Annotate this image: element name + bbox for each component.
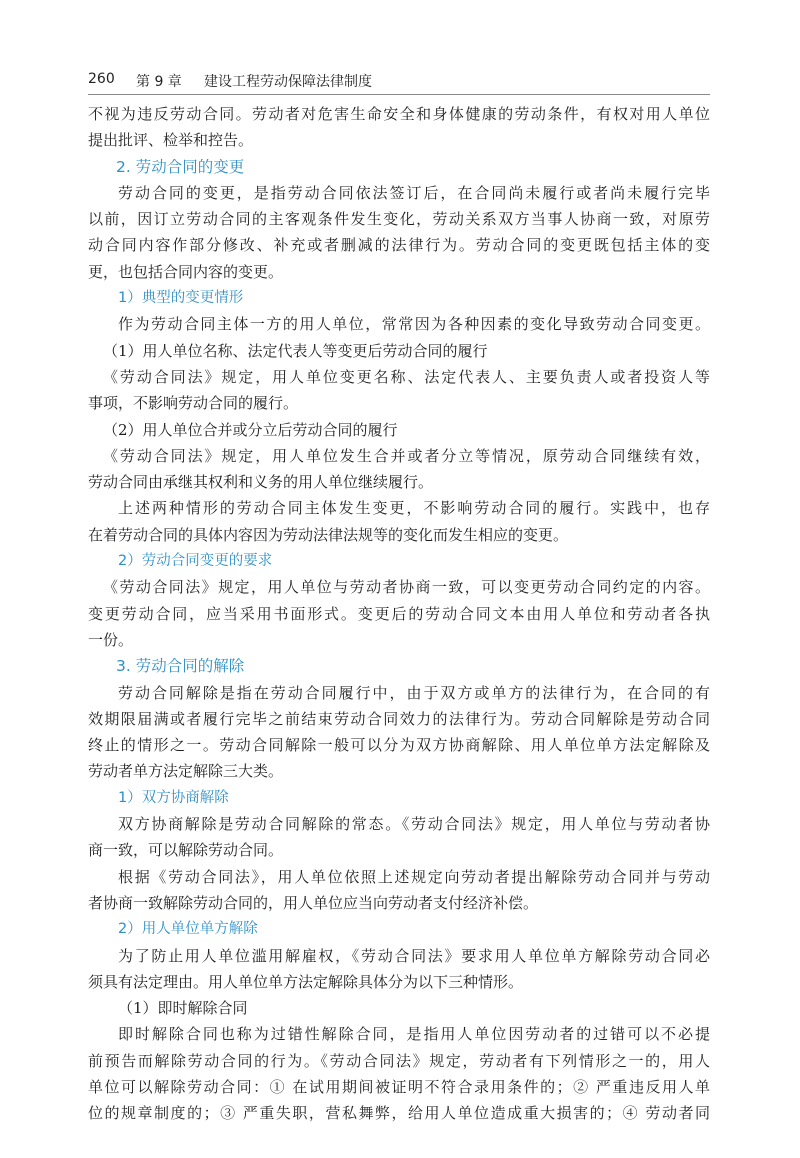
paragraph-line: 事项，不影响劳动合同的履行。 bbox=[88, 394, 299, 413]
paragraph-line: 作为劳动合同主体一方的用人单位，常常因为各种因素的变化导致劳动合同变更。 bbox=[118, 315, 710, 334]
page-number: 260 bbox=[88, 71, 115, 87]
paragraph-line: 不视为违反劳动合同。劳动者对危害生命安全和身体健康的劳动条件，有权对用人单位 bbox=[88, 105, 710, 123]
paragraph-line: 一份。 bbox=[88, 630, 134, 649]
subsection-heading: 1）双方协商解除 bbox=[118, 789, 229, 806]
page-body bbox=[88, 101, 710, 1127]
paragraph-line: 《劳动合同法》规定，用人单位与劳动者协商一致，可以变更劳动合同约定的内容。 bbox=[103, 578, 710, 597]
subsection-heading: 2）劳动合同变更的要求 bbox=[118, 553, 273, 570]
paragraph-line: 根据《劳动合同法》，用人单位依照上述规定向劳动者提出解除劳动合同并与劳动 bbox=[118, 867, 710, 886]
paragraph-line: 前预告而解除劳动合同的行为。《劳动合同法》规定，劳动者有下列情形之一的，用人 bbox=[88, 1051, 710, 1070]
paragraph-line: 效期限届满或者履行完毕之前结束劳动合同效力的法律行为。劳动合同解除是劳动合同 bbox=[88, 709, 710, 728]
paragraph-line: 须具有法定理由。用人单位单方法定解除具体分为以下三种情形。 bbox=[88, 972, 524, 991]
running-header bbox=[88, 68, 710, 96]
item-heading: （1）用人单位名称、法定代表人等变更后劳动合同的履行 bbox=[103, 341, 488, 360]
paragraph-line: 单位可以解除劳动合同：① 在试用期间被证明不符合录用条件的；② 严重违反用人单 bbox=[88, 1077, 710, 1096]
paragraph-line: 劳动合同由承继其权利和义务的用人单位继续履行。 bbox=[88, 473, 434, 492]
paragraph-line: 《劳动合同法》规定，用人单位变更名称、法定代表人、主要负责人或者投资人等 bbox=[103, 367, 710, 386]
header-divider bbox=[88, 94, 710, 95]
paragraph-line: 在着劳动合同的具体内容因为劳动法律法规等的变化而发生相应的变更。 bbox=[88, 525, 569, 544]
paragraph-line: 上述两种情形的劳动合同主体发生变更，不影响劳动合同的履行。实践中，也存 bbox=[118, 499, 710, 518]
section-heading: 3. 劳动合同的解除 bbox=[116, 657, 245, 676]
paragraph-line: 劳动者单方法定解除三大类。 bbox=[88, 762, 284, 781]
paragraph-line: 《劳动合同法》规定，用人单位发生合并或者分立等情况，原劳动合同继续有效， bbox=[103, 446, 710, 465]
paragraph-line: 动合同内容作部分修改、补充或者删减的法律行为。劳动合同的变更既包括主体的变 bbox=[88, 236, 710, 255]
paragraph-line: 者协商一致解除劳动合同的，用人单位应当向劳动者支付经济补偿。 bbox=[88, 893, 539, 912]
paragraph-line: 变更劳动合同，应当采用书面形式。变更后的劳动合同文本由用人单位和劳动者各执 bbox=[88, 604, 710, 623]
paragraph-line: 即时解除合同也称为过错性解除合同，是指用人单位因劳动者的过错可以不必提 bbox=[118, 1025, 710, 1044]
paragraph-line: 终止的情形之一。劳动合同解除一般可以分为双方协商解除、用人单位单方法定解除及 bbox=[88, 736, 710, 755]
paragraph-line: 双方协商解除是劳动合同解除的常态。《劳动合同法》规定，用人单位与劳动者协 bbox=[118, 815, 710, 834]
paragraph-line: 提出批评、检举和控告。 bbox=[88, 131, 254, 150]
chapter-title: 建设工程劳动保障法律制度 bbox=[204, 74, 372, 90]
paragraph-line: 商一致，可以解除劳动合同。 bbox=[88, 841, 284, 860]
subsection-heading: 1）典型的变更情形 bbox=[118, 290, 244, 307]
item-heading: （1）即时解除合同 bbox=[118, 999, 248, 1018]
paragraph-line: 以前，因订立劳动合同的主客观条件发生变化，劳动关系双方当事人协商一致，对原劳 bbox=[88, 210, 710, 229]
paragraph-line: 劳动合同的变更，是指劳动合同依法签订后，在合同尚未履行或者尚未履行完毕 bbox=[118, 183, 710, 202]
item-heading: （2）用人单位合并或分立后劳动合同的履行 bbox=[103, 420, 398, 439]
paragraph-line: 位的规章制度的；③ 严重失职，营私舞弊，给用人单位造成重大损害的；④ 劳动者同 bbox=[88, 1104, 710, 1123]
paragraph-line: 为了防止用人单位滥用解雇权，《劳动合同法》要求用人单位单方解除劳动合同必 bbox=[118, 946, 710, 965]
paragraph-line: 更，也包括合同内容的变更。 bbox=[88, 262, 284, 281]
chapter-label: 第 9 章 bbox=[136, 74, 182, 90]
section-heading: 2. 劳动合同的变更 bbox=[116, 157, 245, 176]
paragraph-line: 劳动合同解除是指在劳动合同履行中，由于双方或单方的法律行为，在合同的有 bbox=[118, 683, 710, 702]
subsection-heading: 2）用人单位单方解除 bbox=[118, 921, 258, 938]
